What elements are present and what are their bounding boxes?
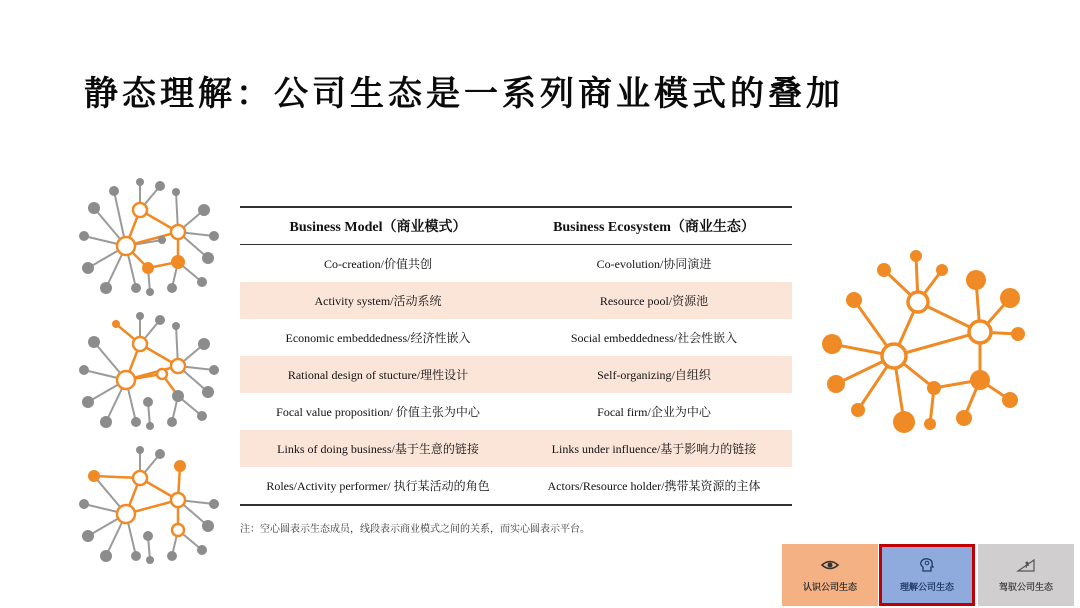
network-diagram-1 [76,176,226,298]
nav-tab-recognize[interactable] [782,544,878,606]
table-header-row [240,207,792,245]
cell-model: Activity system/活动系统 [240,282,516,319]
slide-title: 静态理解：公司生态是一系列商业模式的叠加 [84,74,844,114]
header-business-ecosystem: Business Ecosystem（商业生态） [516,207,792,245]
table-row [240,282,792,319]
nav-tab-master[interactable] [978,544,1074,606]
table-row [240,430,792,467]
cell-ecosystem: Focal firm/企业为中心 [597,405,711,419]
network-diagram-3 [76,444,226,566]
section-nav [782,544,1076,606]
table-row [240,245,792,283]
table-row [240,319,792,356]
cell-ecosystem: Links under influence/基于影响力的链接 [516,430,792,467]
cell-model: Links of doing business/基于生意的链接 [240,430,516,467]
cell-ecosystem: Actors/Resource holder/携带某资源的主体 [516,467,792,505]
head-icon [917,558,937,572]
table-row [240,393,792,430]
ecosystem-network-diagram [814,238,1034,438]
footnote: 注：空心圆表示生态成员，线段表示商业模式之间的关系，而实心圆表示平台。 [240,524,590,535]
nav-tab-label: 理解公司生态 [899,582,954,593]
climb-icon [1016,558,1036,572]
cell-model: Co-creation/价值共创 [324,257,432,271]
cell-ecosystem: Resource pool/资源池 [516,282,792,319]
cell-model: Roles/Activity performer/ 执行某活动的角色 [240,467,516,505]
network-diagram-2 [76,310,226,432]
cell-model: Rational design of stucture/理性设计 [240,356,516,393]
nav-tab-label: 驾驭公司生态 [998,582,1053,593]
table-row [240,356,792,393]
eye-icon [820,558,840,572]
comparison-table [240,206,792,506]
cell-model: Focal value proposition/ 价值主张为中心 [276,405,480,419]
cell-ecosystem: Social embeddedness/社会性嵌入 [570,331,738,345]
cell-ecosystem: Co-evolution/协同演进 [596,257,712,271]
cell-ecosystem: Self-organizing/自组织 [516,356,792,393]
table-row [240,467,792,505]
nav-tab-understand[interactable] [879,544,975,606]
header-business-model: Business Model（商业模式） [240,207,516,245]
nav-tab-label: 认识公司生态 [802,582,857,593]
cell-model: Economic embeddedness/经济性嵌入 [285,331,471,345]
